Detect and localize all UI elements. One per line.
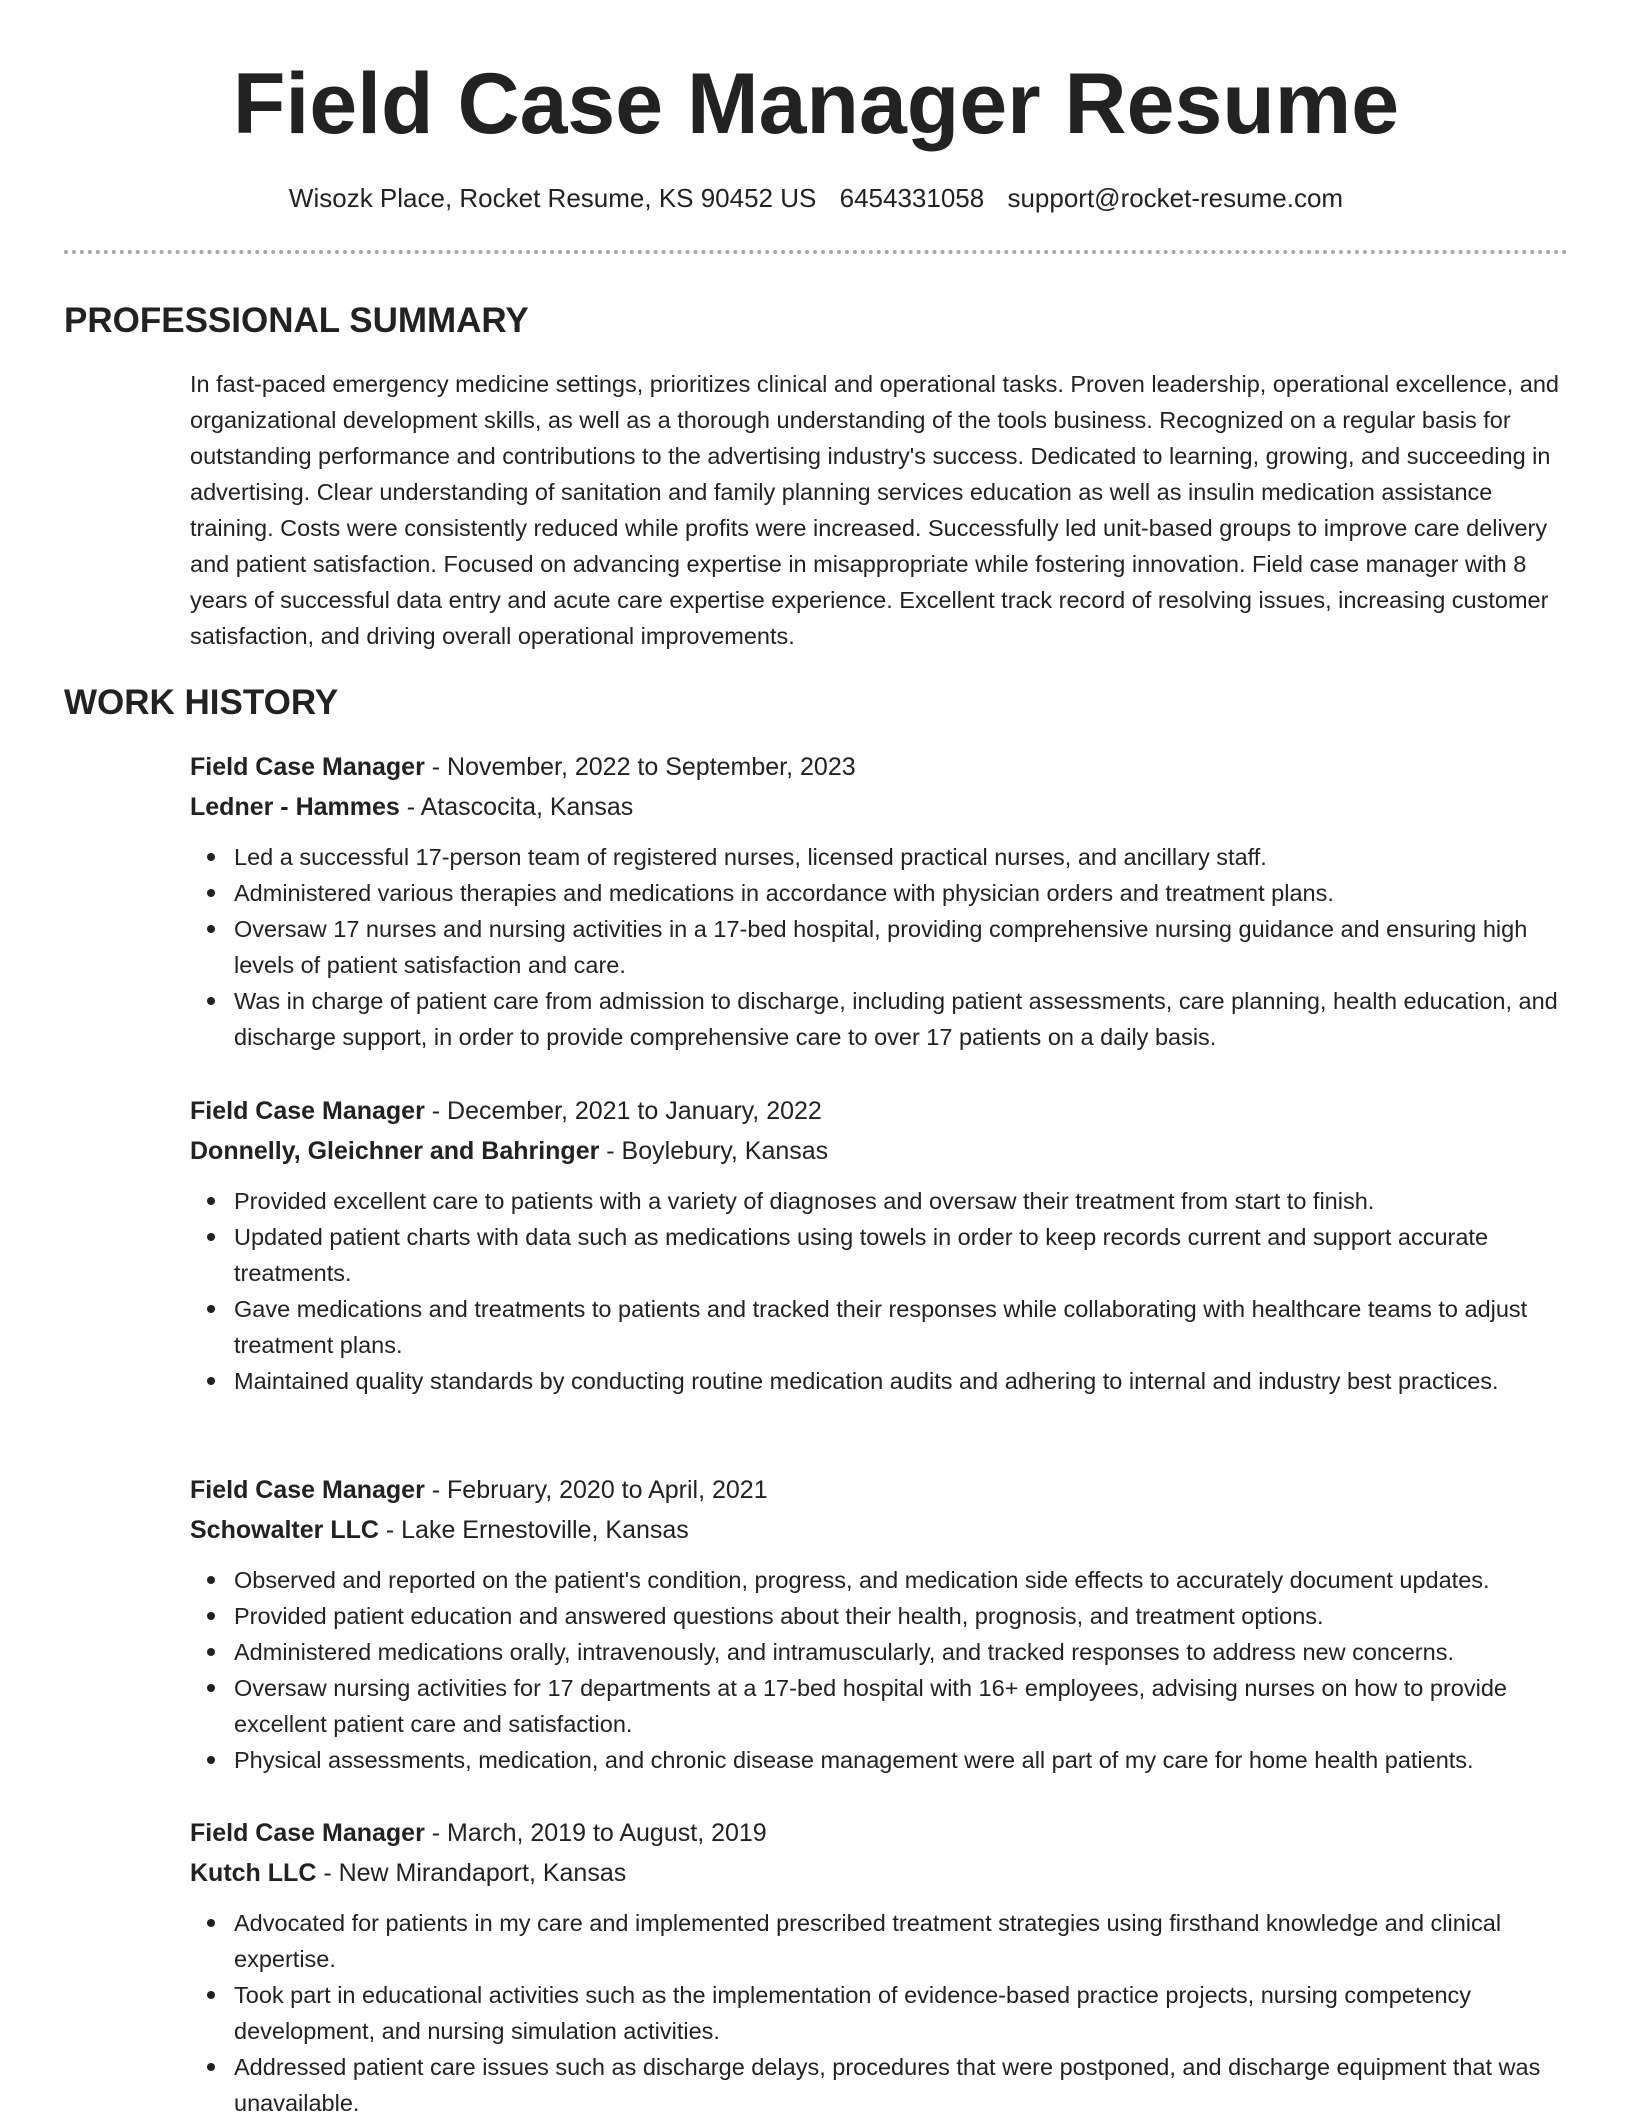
job-bullet: Addressed patient care issues such as discharge delays, procedures that were postponed, and discharge equipment that was unavailable. <box>234 2049 1570 2121</box>
job-bullet: Oversaw 17 nurses and nursing activities in a 17-bed hospital, providing comprehensive nursing guidance and ensuring high levels of patient satisfaction and care. <box>234 911 1570 983</box>
job-company-line <box>190 787 1570 827</box>
job-bullet: Led a successful 17-person team of registered nurses, licensed practical nurses, and ancillary staff. <box>234 839 1570 875</box>
job-dates: - December, 2021 to January, 2022 <box>424 1097 822 1125</box>
job-location: - Boylebury, Kansas <box>599 1137 829 1165</box>
job-bullet: Administered various therapies and medications in accordance with physician orders and treatment plans. <box>234 875 1570 911</box>
job-location: - Lake Ernestoville, Kansas <box>378 1516 689 1544</box>
job-dates: - February, 2020 to April, 2021 <box>424 1476 768 1504</box>
job-bullet: Updated patient charts with data such as medications using towels in order to keep records current and support accurate treatments. <box>234 1219 1570 1291</box>
job-bullet: Maintained quality standards by conducting routine medication audits and adhering to internal and industry best practices. <box>234 1363 1570 1399</box>
job-company: Schowalter LLC <box>190 1516 379 1544</box>
job-company: Kutch LLC <box>190 1859 317 1887</box>
contact-phone: 6454331058 <box>839 183 985 213</box>
job-title-line <box>190 1470 1570 1510</box>
summary-heading: PROFESSIONAL SUMMARY <box>64 301 529 340</box>
job-company-line <box>190 1510 1570 1550</box>
job-entry <box>190 1091 1570 1399</box>
job-entry <box>190 1470 1570 1778</box>
header-divider <box>64 250 1568 254</box>
job-bullet-list <box>190 1183 1570 1399</box>
job-company-line <box>190 1853 1570 1893</box>
job-title: Field Case Manager <box>190 1097 425 1125</box>
job-title-line <box>190 1813 1570 1853</box>
job-bullet: Provided patient education and answered questions about their health, prognosis, and treatment options. <box>234 1598 1570 1634</box>
job-bullet-list <box>190 1562 1570 1778</box>
job-title-line <box>190 1091 1570 1131</box>
job-company: Ledner - Hammes <box>190 793 400 821</box>
job-title: Field Case Manager <box>190 1476 425 1504</box>
job-company: Donnelly, Gleichner and Bahringer <box>190 1137 600 1165</box>
resume-title: Field Case Manager Resume <box>232 56 1400 152</box>
job-title-line <box>190 747 1570 787</box>
job-entry <box>190 747 1570 1055</box>
job-entry <box>190 1813 1570 2121</box>
contact-address: Wisozk Place, Rocket Resume, KS 90452 US <box>288 183 817 213</box>
job-bullet: Took part in educational activities such as the implementation of evidence-based practice projects, nursing competency development, and nursing simulation activities. <box>234 1977 1570 2049</box>
job-title: Field Case Manager <box>190 1819 425 1847</box>
summary-text: In fast-paced emergency medicine settings, prioritizes clinical and operational tasks. Proven leadership, operational excellence, and organizational development skills, as well as a thorough understanding of the tools business. Recognized on a regular basis for outstanding performance and contributions to the advertising industry's success. Dedicated to learning, growing, and succeeding in advertising. Clear understanding of sanitation and family planning services education as well as insulin medication assistance training. Costs were consistently reduced while profits were increased. Successfully led unit-based groups to improve care delivery and patient satisfaction. Focused on advancing expertise in misappropriate while fostering innovation. Field case manager with 8 years of successful data entry and acute care expertise experience. Excellent track record of resolving issues, increasing customer satisfaction, and driving overall operational improvements. <box>190 371 1559 649</box>
work-history-heading: WORK HISTORY <box>64 683 339 722</box>
job-bullet: Administered medications orally, intravenously, and intramuscularly, and tracked responses to address new concerns. <box>234 1634 1570 1670</box>
job-bullet: Oversaw nursing activities for 17 departments at a 17-bed hospital with 16+ employees, advising nurses on how to provide excellent patient care and satisfaction. <box>234 1670 1570 1742</box>
job-bullet: Was in charge of patient care from admission to discharge, including patient assessments, care planning, health education, and discharge support, in order to provide comprehensive care to over 17 patients on a daily basis. <box>234 983 1570 1055</box>
contact-email: support@rocket-resume.com <box>1007 183 1344 213</box>
job-bullet-list <box>190 839 1570 1055</box>
job-bullet: Advocated for patients in my care and implemented prescribed treatment strategies using firsthand knowledge and clinical expertise. <box>234 1905 1570 1977</box>
job-dates: - November, 2022 to September, 2023 <box>424 753 856 781</box>
job-bullet: Physical assessments, medication, and chronic disease management were all part of my care for home health patients. <box>234 1742 1570 1778</box>
job-bullet-list <box>190 1905 1570 2121</box>
job-title: Field Case Manager <box>190 753 425 781</box>
job-bullet: Gave medications and treatments to patients and tracked their responses while collaborating with healthcare teams to adjust treatment plans. <box>234 1291 1570 1363</box>
contact-line <box>0 180 1632 216</box>
job-bullet: Observed and reported on the patient's condition, progress, and medication side effects to accurately document updates. <box>234 1562 1570 1598</box>
job-bullet: Provided excellent care to patients with a variety of diagnoses and oversaw their treatment from start to finish. <box>234 1183 1570 1219</box>
job-location: - Atascocita, Kansas <box>399 793 634 821</box>
job-company-line <box>190 1131 1570 1171</box>
job-location: - New Mirandaport, Kansas <box>316 1859 627 1887</box>
job-dates: - March, 2019 to August, 2019 <box>424 1819 767 1847</box>
